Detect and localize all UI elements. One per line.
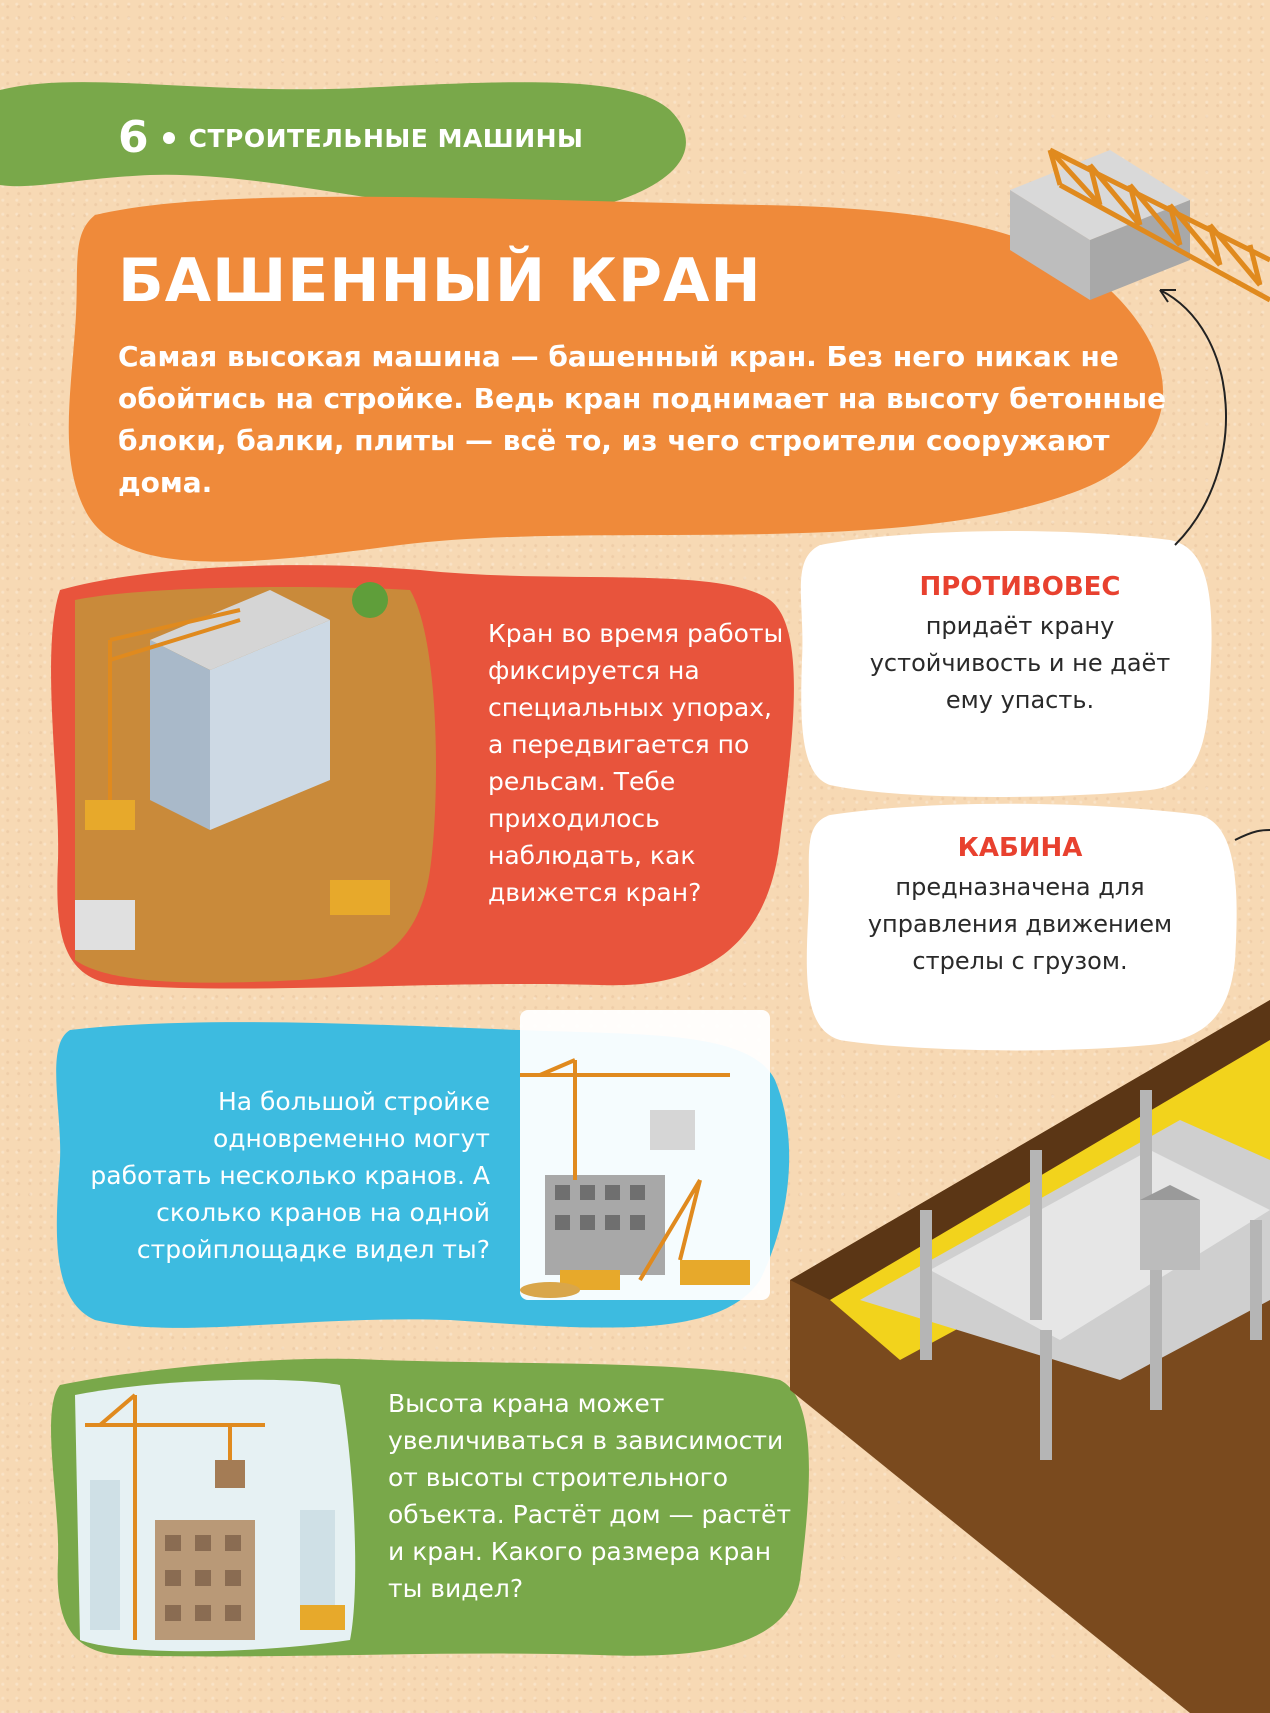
- green-card-text: Высота крана может увеличиваться в зависимости от высоты строительного объекта. Растёт дом — растёт и кран. Какого размера кран ты видел?: [388, 1389, 792, 1603]
- page-title: БАШЕННЫЙ КРАН: [118, 246, 762, 316]
- cabin-callout: [840, 833, 1200, 980]
- building-foundation-illustration: [790, 1000, 1270, 1713]
- page-number: 6: [118, 112, 149, 163]
- section-title: СТРОИТЕЛЬНЫЕ МАШИНЫ: [188, 123, 584, 153]
- cabin-title: КАБИНА: [957, 833, 1083, 863]
- growing-crane-illustration: [75, 1380, 355, 1651]
- counterweight-text: придаёт крану устойчивость и не даёт ему упасть.: [869, 612, 1171, 714]
- counterweight-callout: [860, 572, 1180, 719]
- construction-site-illustration: [75, 582, 436, 983]
- multiple-cranes-illustration: [520, 1010, 770, 1300]
- cabin-text: предназначена для управления движением стрелы с грузом.: [867, 873, 1173, 975]
- blue-card-text: На большой стройке одновременно могут работать несколько кранов. А сколько кранов на одной стройплощадке видел ты?: [90, 1087, 490, 1264]
- separator-dot: [163, 132, 175, 144]
- leader-arrow-head: [1160, 290, 1176, 302]
- red-card-text: Кран во время работы фиксируется на специальных упорах, а передвигается по рельсам. Тебе приходилось наблюдать, как движется кран?: [488, 619, 784, 907]
- counterweight-title: ПРОТИВОВЕС: [919, 572, 1121, 602]
- cabin-leader-line: [1235, 830, 1270, 840]
- intro-paragraph: Самая высокая машина — башенный кран. Без него никак не обойтись на стройке. Ведь кран поднимает на высоту бетонные блоки, балки, плиты — всё то, из чего строители сооружают дома.: [118, 340, 1167, 499]
- page-header: [118, 112, 583, 164]
